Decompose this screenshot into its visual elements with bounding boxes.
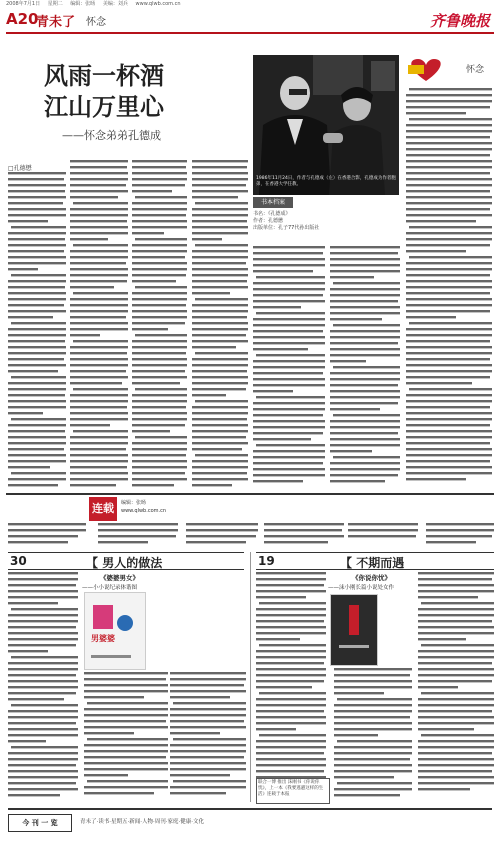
book-info-label: 书本档案 — [253, 197, 293, 208]
left-title-text: 男人的做法 — [102, 556, 163, 570]
text-lines-5 — [253, 246, 325, 490]
serial-info-editor: 编辑：张旸 — [121, 500, 147, 506]
left-book-subtitle: ——小小说纪录体谐图 — [82, 585, 138, 591]
lower-text-lines-6 — [418, 572, 494, 802]
section-subname: 怀念 — [86, 17, 106, 28]
intro-text-lines — [8, 523, 496, 547]
right-story-title — [340, 554, 404, 571]
text-lines-3 — [132, 160, 187, 490]
lower-text-lines-3 — [150, 572, 246, 802]
right-story-number: 19 — [258, 554, 275, 568]
lower-right-column-2 — [334, 668, 412, 802]
lower-text-lines-5 — [334, 668, 412, 802]
photo-image — [253, 55, 399, 195]
body-column-1 — [8, 172, 66, 490]
article-photo — [253, 55, 399, 195]
issue-weekday: 星期二 — [47, 1, 63, 7]
title-line-2: 江山万里心 — [44, 92, 164, 121]
photo-caption: 1986年11月24日，作者与孔德成（左）在香港合影，孔德成为作者胞弟，在香港大学任教。 — [256, 176, 396, 187]
body-column-5 — [253, 246, 325, 490]
section-logo-label: 怀念 — [466, 65, 485, 75]
book-info-box — [253, 197, 399, 243]
page-footer — [8, 808, 492, 838]
serial-tag: 连载 — [89, 497, 117, 521]
article-title — [44, 60, 244, 122]
book-info-lines — [253, 211, 319, 232]
right-book-subtitle: ——沫小刚长篇小说处女作 — [328, 585, 395, 591]
lower-intro-strip — [8, 523, 496, 547]
right-book-cover-art — [331, 595, 377, 665]
left-cover-title: 男婆婆 — [91, 634, 115, 643]
right-note-box: 联合一博 推出 沫刚书《你说你忧》，上一本《我要逃避这样的生活》连载于本报 — [256, 778, 330, 804]
text-lines-7 — [406, 88, 492, 488]
right-book-cover — [330, 594, 378, 666]
body-column-4 — [192, 160, 248, 490]
text-lines-6 — [330, 246, 400, 490]
brand-logo: 齐鲁晚报 — [429, 12, 490, 30]
lower-vertical-divider — [250, 552, 251, 802]
section-divider — [6, 493, 494, 495]
right-story-heading-bar — [256, 552, 494, 570]
footer-text: 青未了·读书·星期五·新闻·人物·周刊·家庭·健康·文化 — [80, 819, 204, 825]
book-info-publisher: 出版单位：孔子77代孙出版社 — [253, 225, 320, 231]
section-logo — [402, 55, 494, 83]
article-author: □孔德懋 — [8, 165, 32, 172]
lower-right-column-3 — [418, 572, 494, 802]
lower-text-lines-1 — [8, 572, 78, 802]
design-credit: 美编：刘兵 — [102, 1, 128, 7]
left-story-title — [86, 554, 162, 571]
title-line-1: 风雨一杯酒 — [44, 61, 164, 90]
lower-text-lines-4 — [256, 572, 326, 802]
book-info-author: 作者：孔德懋 — [253, 218, 284, 224]
left-book-title: 《婆婆男女》 — [100, 574, 139, 582]
left-story-heading-bar — [8, 552, 244, 570]
top-info-bar — [0, 0, 500, 9]
right-title-text: 不期而遇 — [356, 556, 405, 570]
serial-info — [121, 499, 166, 515]
section-code: A20 — [6, 10, 39, 28]
body-column-2 — [70, 160, 128, 490]
lower-right-column-1 — [256, 572, 326, 802]
article-subtitle: ——怀念弟弟孔德成 — [62, 129, 161, 142]
issue-date: 2008年7月1日 — [6, 1, 41, 7]
text-lines-1 — [8, 172, 66, 490]
book-info-title: 书名：《孔德成》 — [253, 211, 291, 217]
body-column-6 — [330, 246, 400, 490]
right-book-title: 《你说你忧》 — [352, 574, 391, 582]
left-story-number: 30 — [10, 554, 27, 568]
footer-label: 今 刊 一 览 — [8, 814, 72, 832]
body-column-3 — [132, 160, 187, 490]
site-url[interactable]: www.qlwb.com.cn — [135, 1, 181, 7]
right-title-bracket: 【 — [340, 556, 357, 570]
editor-credit: 编辑：张旸 — [70, 1, 96, 7]
body-column-7 — [406, 88, 492, 488]
text-lines-4 — [192, 160, 248, 490]
lower-left-column-3 — [150, 572, 246, 802]
serial-info-site[interactable]: www.qlwb.com.cn — [121, 508, 166, 514]
left-title-bracket: 【 — [86, 556, 103, 570]
book-cover-art — [85, 593, 145, 669]
lower-left-column-1 — [8, 572, 78, 802]
text-lines-2 — [70, 160, 128, 490]
section-name: 青未了 — [36, 15, 76, 30]
section-header — [6, 10, 494, 34]
left-book-cover — [84, 592, 146, 670]
